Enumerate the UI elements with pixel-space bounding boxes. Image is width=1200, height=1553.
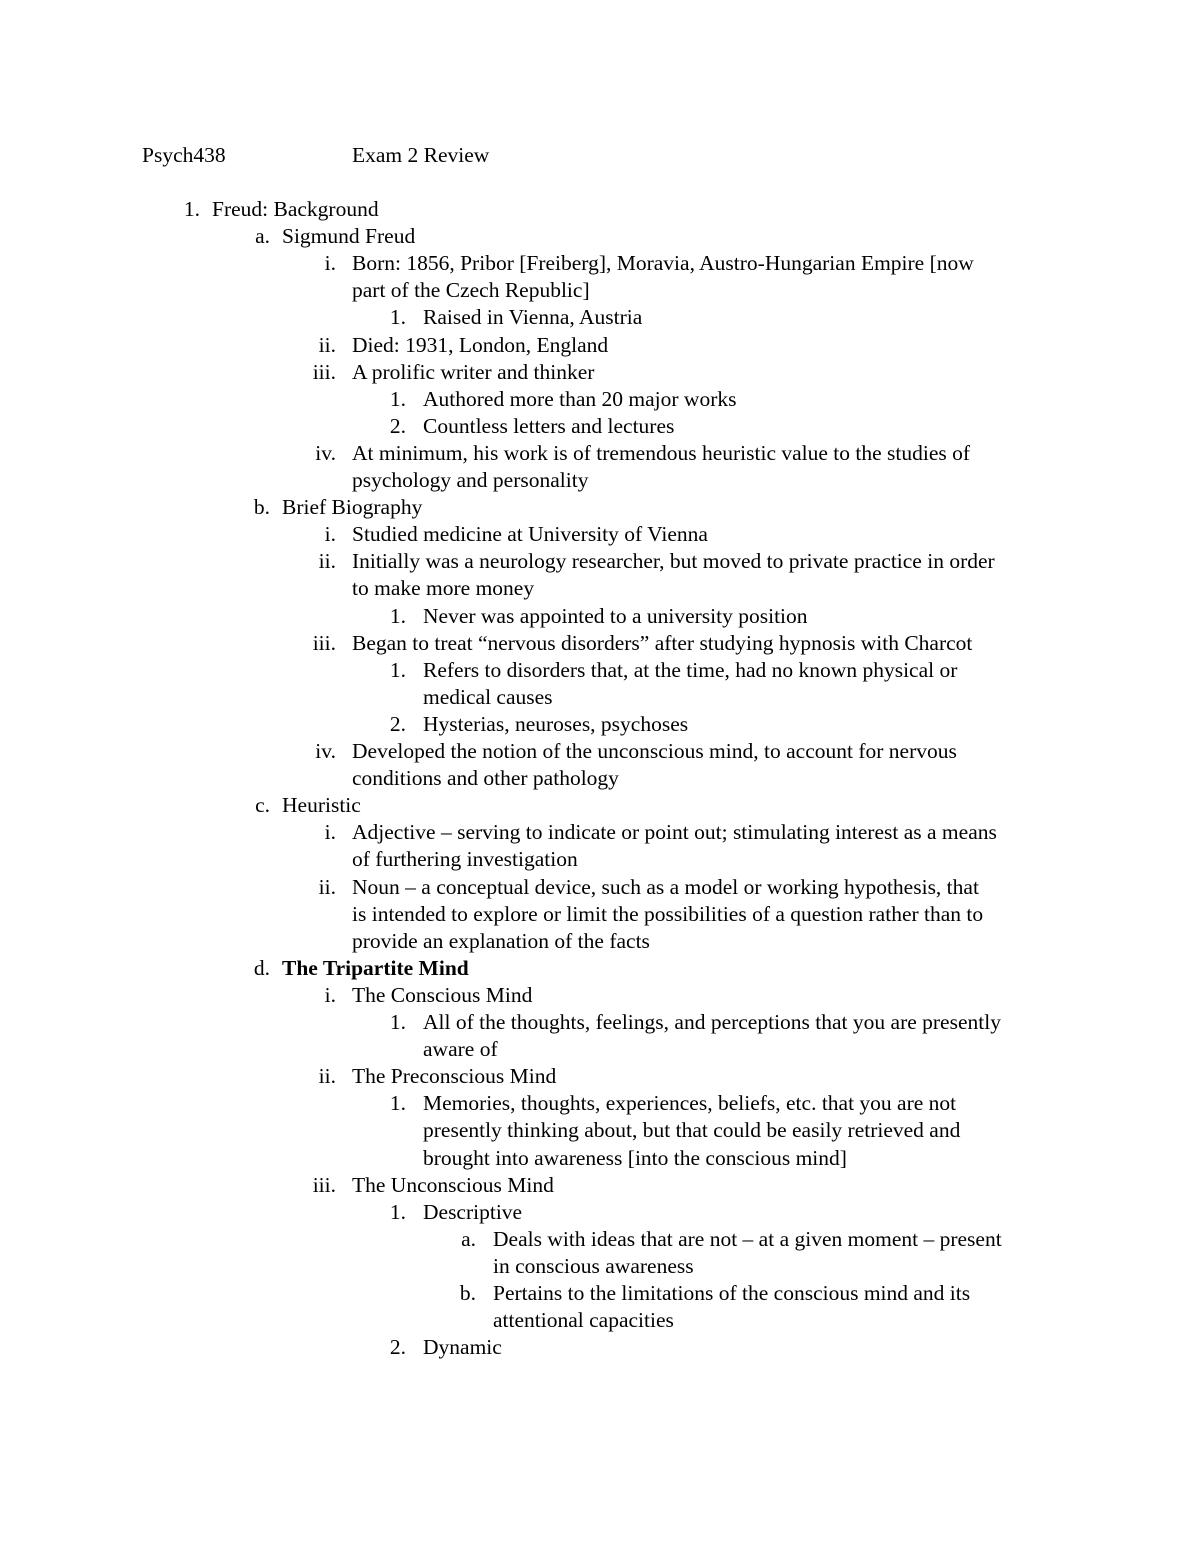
- outline-marker: iv.: [315, 739, 336, 763]
- outline-text: At minimum, his work is of tremendous heuristic value to the studies of: [352, 440, 971, 465]
- outline-text: Authored more than 20 major works: [423, 386, 737, 411]
- outline-marker: 1.: [389, 1010, 406, 1034]
- outline-marker: d.: [253, 955, 270, 980]
- outline-text: Deals with ideas that are not – at a given moment – present: [493, 1226, 1002, 1251]
- outline-text: psychology and personality: [352, 468, 589, 492]
- outline-text: Refers to disorders that, at the time, had no known physical or: [423, 657, 958, 682]
- outline-text: All of the thoughts, feelings, and perceptions that you are presently: [423, 1010, 1001, 1034]
- outline-marker: b.: [253, 495, 270, 520]
- outline-text: The Unconscious Mind: [352, 1172, 554, 1197]
- outline-text: Dynamic: [423, 1335, 502, 1360]
- outline-marker: c.: [255, 793, 270, 818]
- outline-marker: iii.: [312, 1172, 336, 1197]
- outline-text: aware of: [423, 1037, 498, 1062]
- outline-marker: 1.: [389, 386, 406, 411]
- outline-text: is intended to explore or limit the possibilities of a question rather than to: [352, 901, 984, 926]
- outline-marker: 1.: [389, 657, 406, 682]
- outline-marker: 1.: [183, 197, 200, 221]
- outline-text: Noun – a conceptual device, such as a model or working hypothesis, that: [352, 874, 979, 899]
- document-title: Exam 2 Review: [352, 143, 490, 167]
- outline-text: provide an explanation of the facts: [352, 928, 650, 953]
- outline-text: attentional capacities: [493, 1308, 674, 1333]
- outline-marker: ii.: [318, 1064, 336, 1089]
- outline-marker: iii.: [312, 630, 336, 655]
- outline-text: Died: 1931, London, England: [352, 332, 609, 357]
- outline-text: presently thinking about, but that could be easily retrieved and: [423, 1118, 961, 1143]
- outline-marker: 1.: [389, 1091, 406, 1116]
- outline-marker: i.: [324, 982, 336, 1007]
- outline-text: brought into awareness [into the conscious mind]: [423, 1145, 847, 1170]
- outline-text: in conscious awareness: [493, 1253, 694, 1278]
- outline-marker: i.: [324, 251, 336, 276]
- outline-text: part of the Czech Republic]: [352, 278, 590, 303]
- outline-marker: b.: [459, 1281, 476, 1305]
- outline-marker: 1.: [389, 1199, 406, 1224]
- outline-text: to make more money: [352, 576, 535, 601]
- outline-text: Heuristic: [282, 793, 361, 818]
- outline-marker: ii.: [318, 549, 336, 574]
- outline-text: Descriptive: [423, 1199, 523, 1224]
- outline-text: Developed the notion of the unconscious mind, to account for nervous: [352, 739, 957, 763]
- outline-marker: 1.: [389, 305, 406, 330]
- outline-text: Began to treat “nervous disorders” after studying hypnosis with Charcot: [352, 630, 973, 655]
- outline-text: Pertains to the limitations of the conscious mind and its: [493, 1281, 971, 1305]
- outline-text: Freud: Background: [212, 197, 379, 221]
- outline-text: The Preconscious Mind: [352, 1064, 557, 1089]
- outline-text: Adjective – serving to indicate or point out; stimulating interest as a means: [352, 820, 997, 845]
- outline-marker: i.: [324, 820, 336, 845]
- outline-text: Countless letters and lectures: [423, 413, 675, 438]
- outline-marker: 2.: [389, 1335, 406, 1360]
- outline-heading-text: The Tripartite Mind: [282, 955, 469, 980]
- outline-text: Studied medicine at University of Vienna: [352, 522, 708, 547]
- outline-marker: iii.: [312, 359, 336, 384]
- outline-text: of furthering investigation: [352, 847, 578, 872]
- outline-text: Born: 1856, Pribor [Freiberg], Moravia, Austro-Hungarian Empire [now: [352, 251, 974, 276]
- outline-text: medical causes: [423, 684, 553, 709]
- outline-text: Raised in Vienna, Austria: [423, 305, 643, 330]
- outline-text: Never was appointed to a university position: [423, 603, 808, 628]
- outline-marker: ii.: [318, 332, 336, 357]
- course-code: Psych438: [142, 143, 226, 167]
- outline-text: Brief Biography: [282, 495, 423, 520]
- outline-text: The Conscious Mind: [352, 982, 533, 1007]
- outline-text: Sigmund Freud: [282, 224, 416, 249]
- outline-marker: a.: [255, 224, 270, 249]
- outline-marker: 2.: [389, 711, 406, 736]
- outline-marker: 1.: [389, 603, 406, 628]
- outline-marker: iv.: [315, 440, 336, 465]
- outline-text: Memories, thoughts, experiences, beliefs, etc. that you are not: [423, 1091, 957, 1116]
- outline-text: Initially was a neurology researcher, but moved to private practice in order: [352, 549, 995, 574]
- outline-marker: i.: [324, 522, 336, 547]
- outline-marker: 2.: [389, 413, 406, 438]
- outline-marker: ii.: [318, 874, 336, 899]
- outline-text: Hysterias, neuroses, psychoses: [423, 711, 689, 736]
- outline-text: conditions and other pathology: [352, 766, 619, 791]
- outline-text: A prolific writer and thinker: [352, 359, 595, 384]
- outline-marker: a.: [461, 1226, 476, 1251]
